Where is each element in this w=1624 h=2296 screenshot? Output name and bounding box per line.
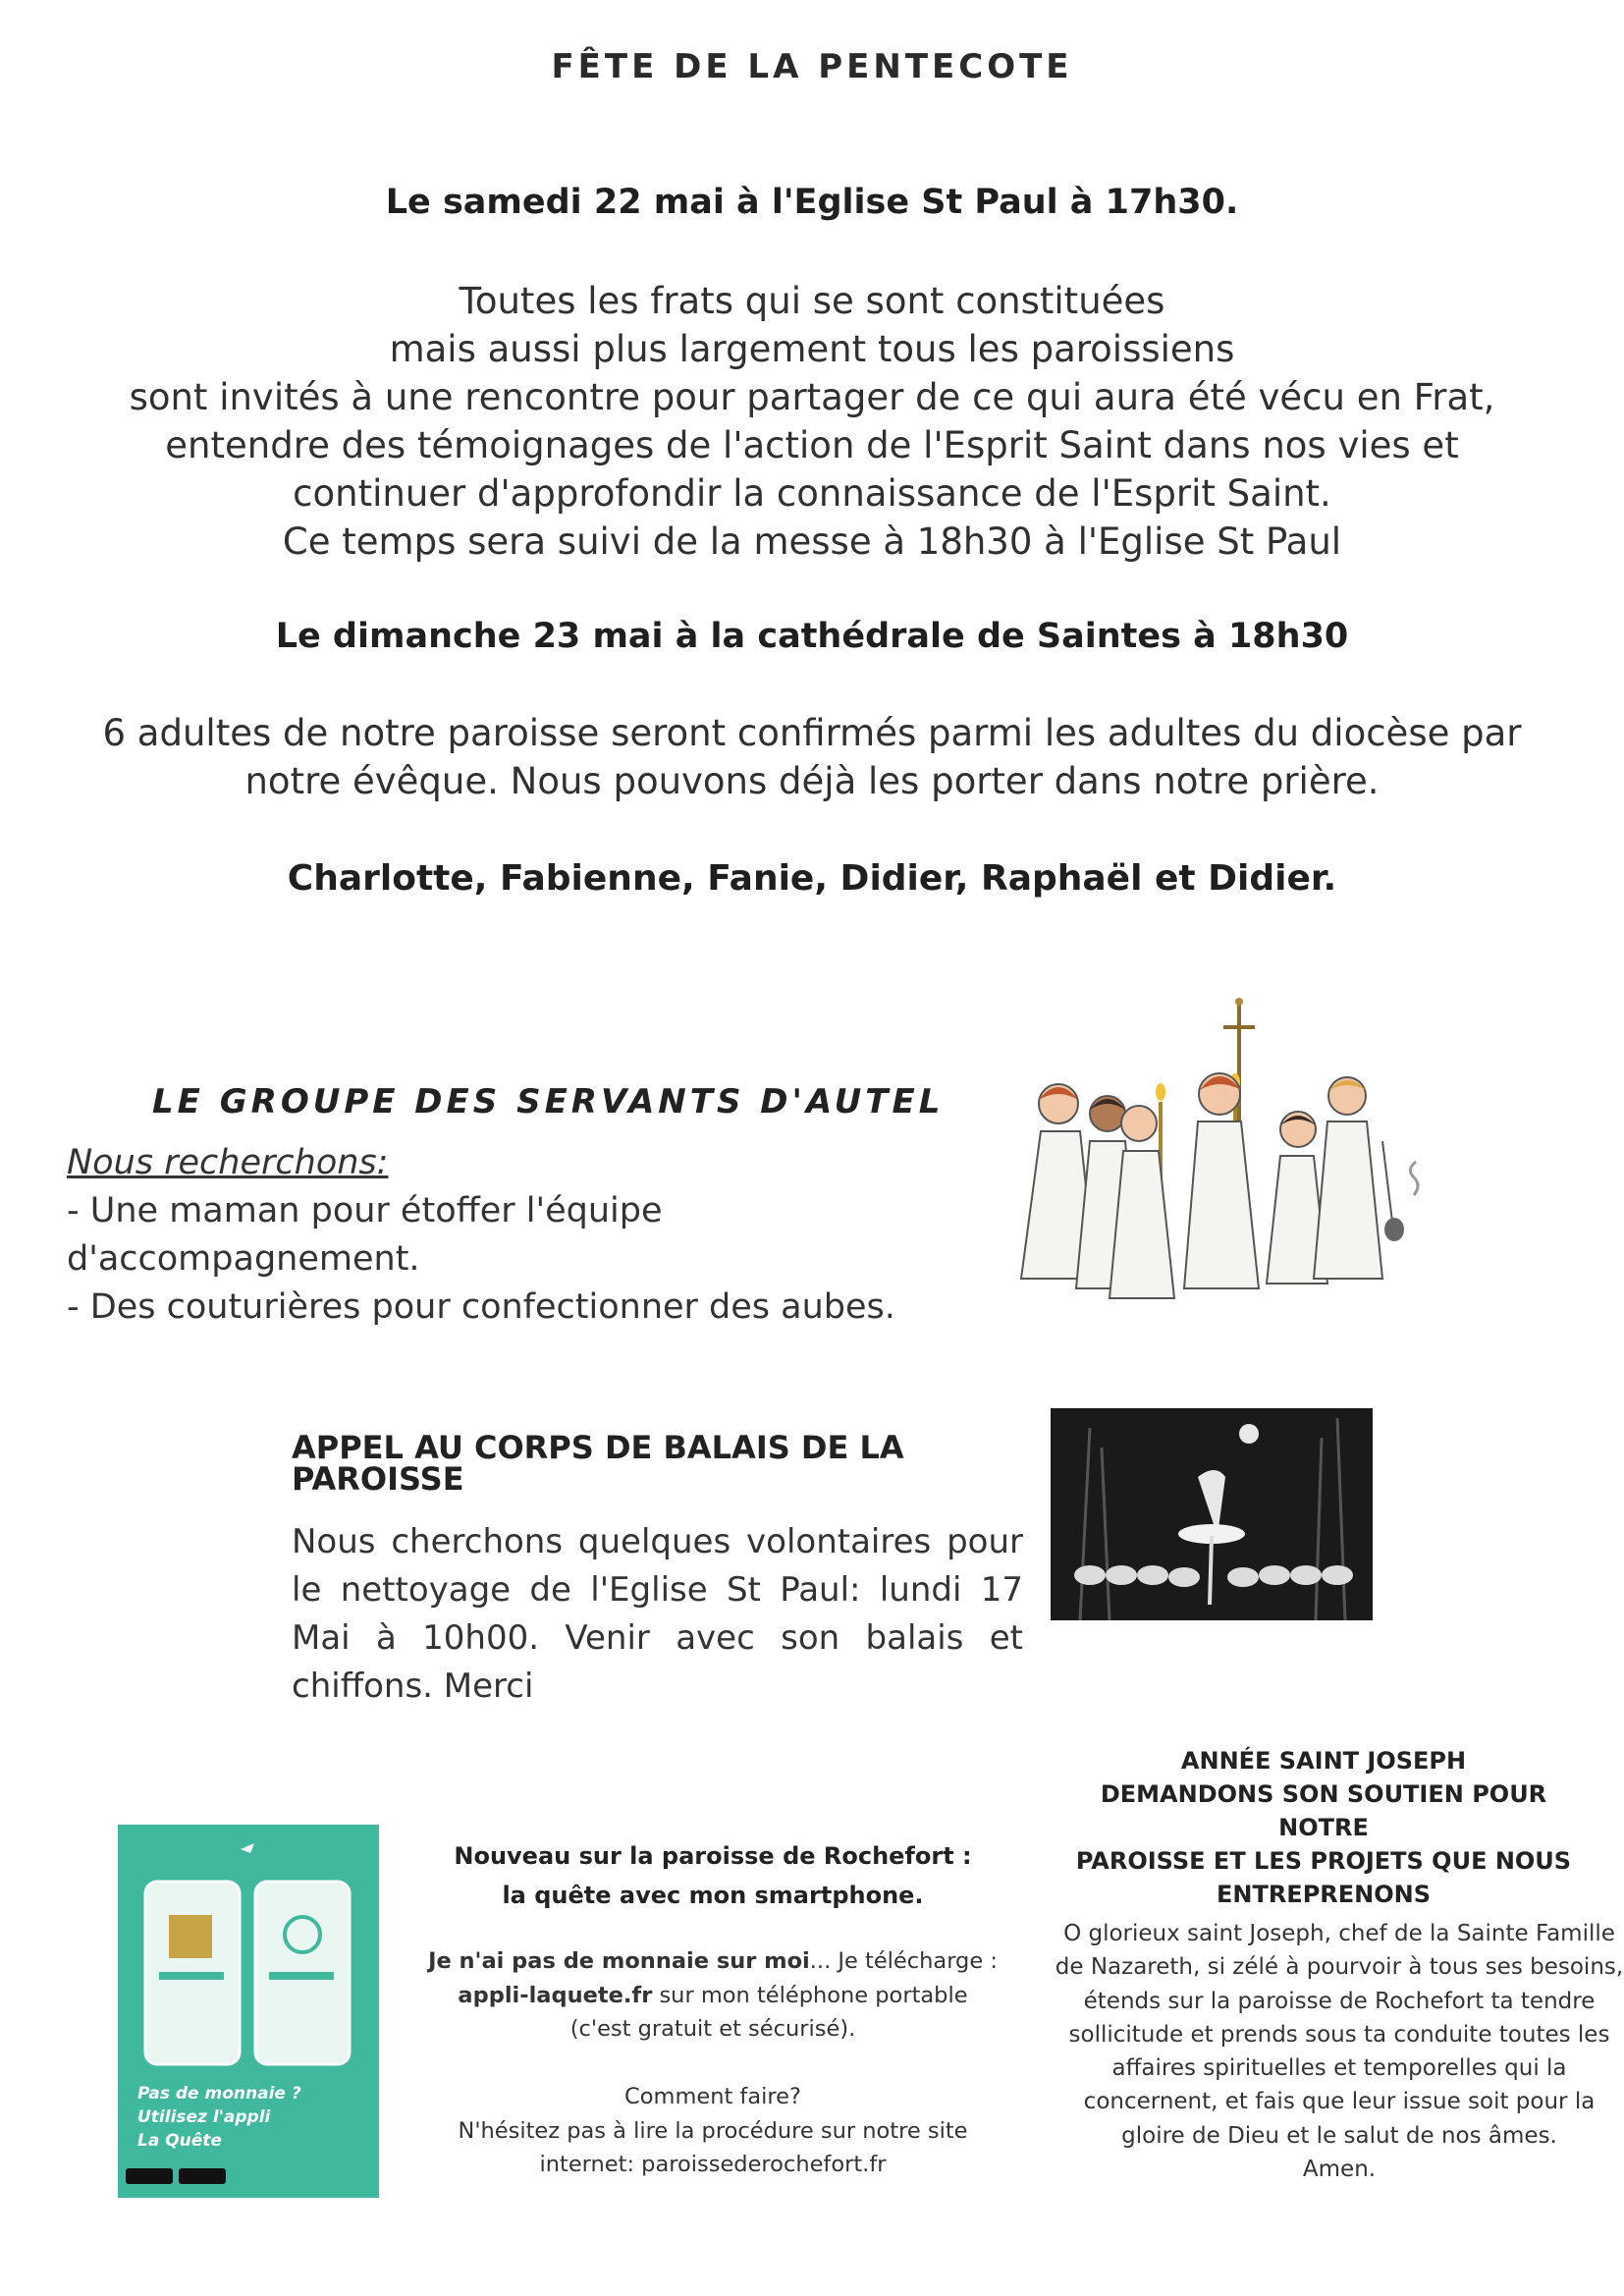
sunday-line: notre évêque. Nous pouvons déjà les porter dans notre prière. bbox=[244, 760, 1380, 802]
prayer-line: gloire de Dieu et le salut de nos âmes. bbox=[1121, 2122, 1557, 2149]
saturday-line: entendre des témoignages de l'action de l'Esprit Saint dans nos vies et bbox=[165, 424, 1459, 466]
balais-title: APPEL AU CORPS DE BALAIS DE LA PAROISSE bbox=[292, 1429, 904, 1498]
quete-spacer bbox=[418, 2047, 1007, 2081]
saturday-line: continuer d'approfondir la connaissance de l'Esprit Saint. bbox=[293, 472, 1331, 515]
quete-ad-line: Pas de monnaie ? bbox=[137, 2084, 301, 2104]
quete-line: (c'est gratuit et sécurisé). bbox=[569, 2016, 856, 2042]
prayer-line: Amen. bbox=[1302, 2157, 1377, 2183]
saturday-line: Ce temps sera suivi de la messe à 18h30 à l'Eglise St Paul bbox=[282, 520, 1342, 563]
prayer-line: O glorieux saint Joseph, chef de la Sainte Famille bbox=[1063, 1921, 1615, 1946]
quete-ad-line: La Quête bbox=[137, 2131, 222, 2151]
saturday-line: sont invités à une rencontre pour partager de ce qui aura été vécu en Frat, bbox=[129, 376, 1495, 418]
quete-how: Comment faire? bbox=[624, 2084, 801, 2109]
quete-app-ad bbox=[118, 1825, 379, 2198]
prayer-line: étends sur la paroisse de Rochefort ta tendre bbox=[1083, 1988, 1596, 2014]
quete-ad-text bbox=[137, 2082, 363, 2153]
stjoseph-title-line: PAROISSE ET LES PROJETS QUE NOUS bbox=[1075, 1847, 1572, 1875]
quete-line: internet: paroissederochefort.fr bbox=[539, 2152, 887, 2177]
servants-line: - Des couturières pour confectionner des aubes. bbox=[67, 1287, 895, 1327]
quete-body bbox=[418, 1944, 1007, 2182]
sunday-line: 6 adultes de notre paroisse seront confirmés parmi les adultes du diocèse par bbox=[102, 712, 1522, 754]
confirmands-names: Charlotte, Fabienne, Fanie, Didier, Raphaël et Didier. bbox=[287, 858, 1337, 899]
sunday-paragraph bbox=[98, 709, 1526, 805]
quete-heading-line: Nouveau sur la paroisse de Rochefort : bbox=[454, 1842, 972, 1870]
quete-line-rest: ... Je télécharge : bbox=[809, 1948, 998, 1974]
page-title: FÊTE DE LA PENTECOTE bbox=[551, 47, 1073, 86]
servants-title: LE GROUPE DES SERVANTS D'AUTEL bbox=[152, 1082, 945, 1121]
servants-line: d'accompagnement. bbox=[67, 1239, 420, 1279]
saturday-line: mais aussi plus largement tous les paroissiens bbox=[389, 328, 1235, 370]
saturday-paragraph bbox=[98, 277, 1526, 566]
prayer-line: de Nazareth, si zélé à pourvoir à tous ses besoins, bbox=[1055, 1954, 1624, 1981]
quete-heading-line: la quête avec mon smartphone. bbox=[502, 1882, 924, 1909]
quete-line-rest: sur mon téléphone portable bbox=[652, 1982, 968, 2008]
stjoseph-title-line: ENTREPRENONS bbox=[1216, 1881, 1432, 1908]
ballet-image bbox=[1051, 1408, 1373, 1620]
stjoseph-prayer bbox=[1055, 1917, 1624, 2186]
servants-subtitle: Nous recherchons: bbox=[67, 1143, 389, 1182]
prayer-line: sollicitude et prends sous ta conduite toutes les bbox=[1068, 2021, 1610, 2048]
quete-line bbox=[418, 1979, 1007, 2013]
quete-site-link[interactable]: appli-laquete.fr bbox=[458, 1982, 653, 2008]
stjoseph-title-line: DEMANDONS SON SOUTIEN POUR NOTRE bbox=[1100, 1780, 1547, 1841]
ballet-photo bbox=[1051, 1408, 1373, 1620]
saturday-heading: Le samedi 22 mai à l'Eglise St Paul à 17h30. bbox=[385, 183, 1239, 222]
quete-line-bold: Je n'ai pas de monnaie sur moi bbox=[428, 1948, 810, 1974]
stjoseph-title bbox=[1058, 1744, 1589, 1911]
altar-servers-illustration bbox=[1001, 994, 1434, 1318]
balais-body: Nous cherchons quelques volontaires pour le nettoyage de l'Eglise St Paul: lundi 17 Mai à 10h00. Venir avec son balais et chiffons. Merci bbox=[292, 1522, 1023, 1706]
quete-ad-line: Utilisez l'appli bbox=[137, 2107, 271, 2127]
sunday-heading: Le dimanche 23 mai à la cathédrale de Saintes à 18h30 bbox=[275, 617, 1349, 656]
quete-line bbox=[418, 1944, 1007, 1979]
prayer-line: affaires spirituelles et temporelles qui la bbox=[1111, 2055, 1567, 2082]
quete-heading bbox=[418, 1836, 1007, 1915]
stjoseph-title-line: ANNÉE SAINT JOSEPH bbox=[1180, 1747, 1467, 1775]
servants-line: - Une maman pour étoffer l'équipe bbox=[67, 1191, 663, 1230]
servants-text bbox=[67, 1139, 950, 1332]
quete-line: N'hésitez pas à lire la procédure sur notre site bbox=[458, 2117, 968, 2144]
prayer-line: concernent, et fais que leur issue soit pour la bbox=[1083, 2089, 1596, 2115]
saturday-line: Toutes les frats qui se sont constituées bbox=[459, 280, 1165, 322]
